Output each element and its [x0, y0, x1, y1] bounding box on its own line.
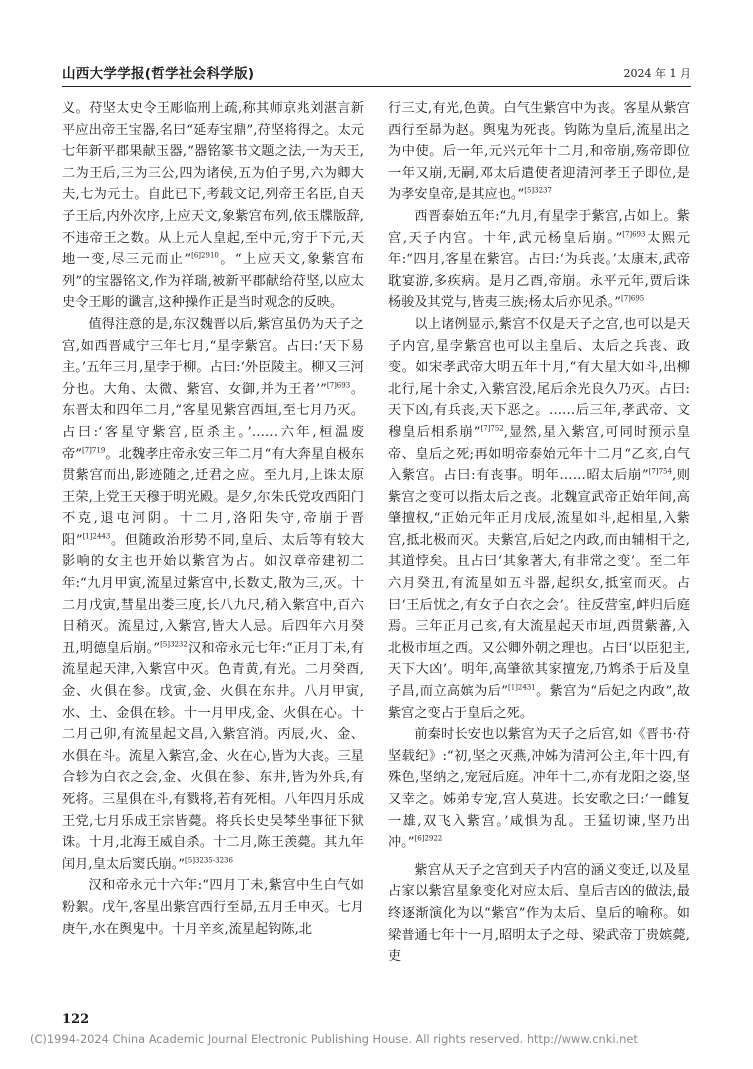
paragraph: 西晋泰始五年:“九月,有星孛于紫宫,占如上。紫宫,天子内宫。十年,武元杨皇后崩。”$^{[7]693}$太熙元年:“四月,客星在紫宫。占曰:‘为兵丧。’太康末,武帝耽宴游,多疾病。是月乙酉,帝崩。永平元年,贾后诛杨骏及其党与,皆夷三族;杨太后亦见杀。”$^{[7]695}$: [388, 208, 690, 311]
paragraph: 以上诸例显示,紫宫不仅是天子之宫,也可以是天子内宫,星孛紫宫也可以主皇后、太后之兵丧、政变。如宋孝武帝大明五年十月,“有大星大如斗,出柳北行,尾十余丈,入紫宫没,尾后余光良久乃灭。占曰:天下凶,有兵丧,天下恶之。……后三年,孝武帝、文穆皇后相系崩”$^{[7]752}$,显然,星入紫宫,可同时预示皇帝、皇后之死;再如明帝泰始元年十二月“乙亥,白气入紫宫。占曰:有丧事。明年……昭太后崩”$^{[7]754}$,则紫宫之变可以指太后之丧。北魏宣武帝正始年间,高肇擅权,“正始元年正月戊辰,流星如斗,起相星,入紫宫,抵北极而灭。夫紫宫,后妃之内政,而由辅相干之,其道悖矣。且占曰‘其象著大,有非常之变’。至二年六月癸丑,有流星如五斗器,起织女,抵室而灭。占曰‘王后忧之,有女子白衣之会’。往反营室,衅归后庭焉。三年正月己亥,有大流星起天市垣,西贯紫蕃,入北极市垣之西。又公卿外朝之理也。占曰‘以臣犯主,天下大凶’。明年,高肇欲其家擅宠,乃鸩杀于后及皇子昌,而立高嫔为后”$^{[1]2431}$。紫宫为“后妃之内政”,故紫宫之变占于皇后之死。: [388, 316, 691, 721]
left-column: [62, 98, 364, 940]
paragraph: 紫宫从天子之宫到天子内宫的涵义变迁,以及星占家以紫宫星象变化对应太后、皇后吉凶的做法,最终逐渐演化为以“紫宫”作为太后、皇后的喻称。如梁普通七年十一月,昭明太子之母、梁武帝丁贵嫔薨,吏: [388, 862, 690, 965]
paragraph: 汉和帝永元十六年:“四月丁未,紫宫中生白气如粉絮。戊午,客星出紫宫西行至昴,五月壬申灭。七月庚午,水在舆鬼中。十月辛亥,流星起钩陈,北: [62, 878, 364, 937]
right-column: [388, 98, 690, 968]
issue-date: 2024 年 1 月: [623, 67, 691, 80]
page-number: 122: [62, 1012, 90, 1027]
paragraph: 前秦时长安也以紫宫为天子之后宫,如《晋书·苻坚载纪》:“初,坚之灭燕,冲姊为清河公主,年十四,有殊色,坚纳之,宠冠后庭。冲年十二,亦有龙阳之姿,坚又幸之。姊弟专宠,宫人莫进。长安歌之曰:‘一雌复一雄,双飞入紫宫。’咸惧为乱。王猛切谏,坚乃出冲。”$^{[6]2922}$: [388, 727, 690, 851]
paragraph: 值得注意的是,东汉魏晋以后,紫宫虽仍为天子之宫,如西晋咸宁三年七月,“星孛紫宫。占曰:‘天下易主。’五年三月,星孛于柳。占曰:‘外臣陵主。柳又三河分也。大角、太微、紫宫、女御,并为王者’”$^{[7]693}$。东晋太和四年二月,“客星见紫宫西垣,至七月乃灭。占曰:‘客星守紫宫,臣杀主。’……六年,桓温废帝”$^{[7]719}$。北魏孝庄帝永安三年二月“有大奔星自极东贯紫宫而出,影迹随之,迁君之应。至九月,上诛太原王荣,上党王天穆于明光殿。是夕,尔朱氏党攻西阳门不克,退屯河阴。十二月,洛阳失守,帝崩于晋阳”$^{[1]2443}$。但随政治形势不同,皇后、太后等有较大影响的女主也开始以紫宫为占。如汉章帝建初二年:“九月甲寅,流星过紫宫中,长数丈,散为三,灭。十二月戊寅,彗星出娄三度,长八九尺,稍入紫宫中,百六日稍灭。流星过,入紫宫,皆大人忌。后四年六月癸丑,明德皇后崩。”$^{[5]3232}$汉和帝永元七年:“正月丁未,有流星起天津,入紫宫中灭。色青黄,有光。二月癸酉,金、火俱在参。戊寅,金、火俱在东井。八月甲寅,水、土、金俱在轸。十一月甲戌,金、火俱在心。十二月己卯,有流星起文昌,入紫宫消。丙辰,火、金、水俱在斗。流星入紫宫,金、火在心,皆为大丧。三星合轸为白衣之会,金、火俱在参、东井,皆为外兵,有死将。三星俱在斗,有戮将,若有死相。八年四月乐成王党,七月乐成王宗皆薨。将兵长史吴棽坐事征下狱诛。十月,北海王威自杀。十二月,陈王羡薨。其九年闰月,皇太后窦氏崩。”$^{[5]3235-3236}$: [62, 316, 365, 872]
journal-title: 山西大学学报(哲学社会科学版): [62, 66, 255, 82]
paragraph: 义。苻坚太史令王彫临刑上疏,称其师京兆刘湛言新平应出帝王宝器,名曰“延寿宝鼎”,苻坚将得之。太元七年新平郡果献玉器,“器铭篆书文题之法,一为天王,二为王后,三为三公,四为诸侯,五为伯子男,六为卿大夫,七为元士。自此已下,考载文记,列帝王名臣,自天子王后,内外次序,上应天文,象紫宫布列,依玉牒版辞,不违帝王之数。从上元人皇起,至中元,穷于下元,天地一变,尽三元而止”$^{[6]2910}$。“上应天文,象紫宫布列”的宝器铭文,作为祥瑞,被新平郡献给苻坚,以应太史令王彫的谶言,这种操作正是当时观念的反映。: [62, 101, 364, 311]
paragraph: 行三丈,有光,色黄。白气生紫宫中为丧。客星从紫宫西行至昴为赵。舆鬼为死丧。钩陈为皇后,流星出之为中使。后一年,元兴元年十二月,和帝崩,殇帝即位一年又崩,无嗣,邓太后遣使者迎清河孝王子即位,是为孝安皇帝,是其应也。”$^{[5]3237}$: [388, 101, 690, 203]
running-header: [62, 60, 691, 87]
copyright-footer: (C)1994-2024 China Academic Journal Electronic Publishing House. All rights reserved. http://www.cnki.net: [30, 1032, 638, 1046]
